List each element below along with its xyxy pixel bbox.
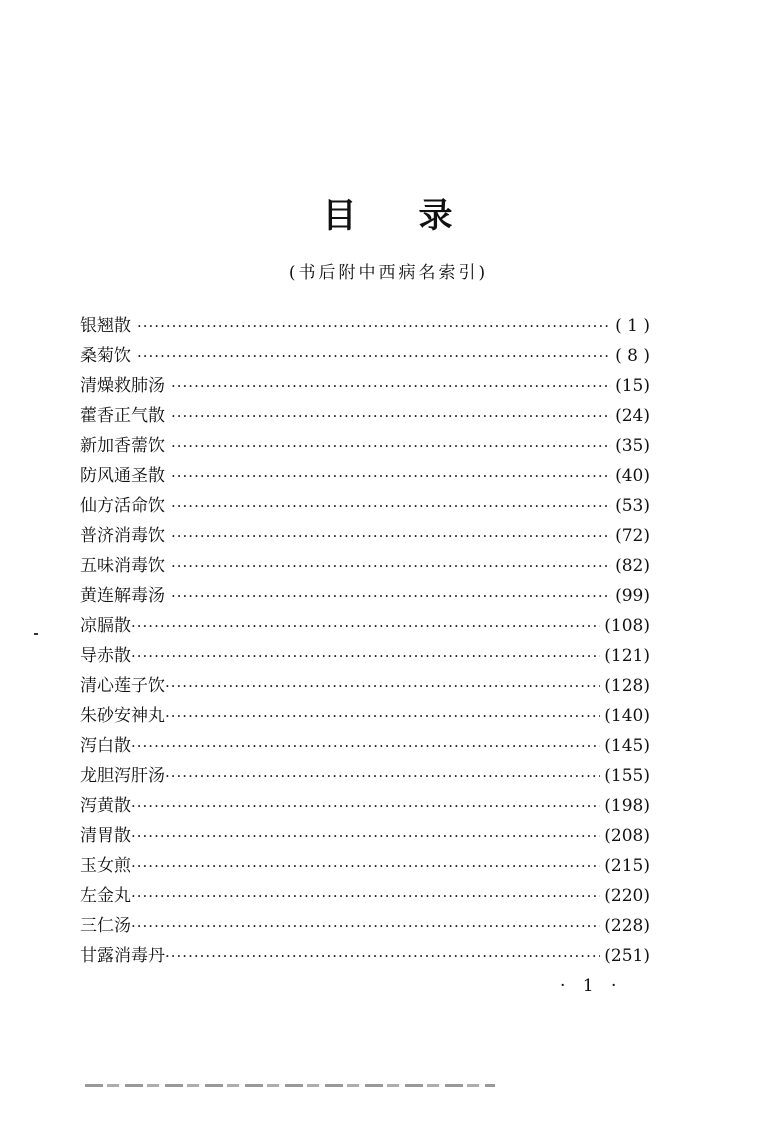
toc-entry-page: (15): [615, 376, 650, 396]
leader-dots: [137, 341, 611, 371]
toc-entry-name: 藿香正气散: [80, 406, 165, 426]
toc-entry[interactable]: [80, 611, 650, 641]
leader-dots: [137, 311, 611, 341]
toc-entry[interactable]: [80, 701, 650, 731]
toc-entry-name: 导赤散: [80, 646, 131, 666]
leader-dots: [131, 911, 600, 941]
leader-dots: [165, 941, 600, 971]
toc-entry-page: ( 1 ): [615, 316, 650, 336]
title-char-left: 目: [322, 196, 359, 236]
leader-dots: [131, 611, 600, 641]
toc-entry-name: 清心莲子饮: [80, 676, 165, 696]
leader-dots: [131, 821, 600, 851]
toc-entry[interactable]: [80, 941, 650, 971]
toc-entry-name: 银翘散: [80, 316, 131, 336]
toc-entry[interactable]: [80, 731, 650, 761]
toc-entry-page: (121): [604, 646, 650, 666]
toc-entry[interactable]: [80, 431, 650, 461]
toc-entry[interactable]: [80, 761, 650, 791]
leader-dots: [171, 491, 611, 521]
toc-entry-page: (155): [604, 766, 650, 786]
toc-entry-page: (145): [604, 736, 650, 756]
leader-dots: [171, 581, 611, 611]
toc-entry-name: 仙方活命饮: [80, 496, 165, 516]
leader-dots: [131, 881, 600, 911]
toc-entry-page: (99): [615, 586, 650, 606]
leader-dots: [165, 701, 600, 731]
toc-entry-page: (198): [604, 796, 650, 816]
toc-entry[interactable]: [80, 791, 650, 821]
toc-entry[interactable]: [80, 551, 650, 581]
toc-entry-name: 清燥救肺汤: [80, 376, 165, 396]
toc-entry[interactable]: [80, 491, 650, 521]
toc-entry[interactable]: [80, 521, 650, 551]
toc-entry-page: (140): [604, 706, 650, 726]
toc-entry-page: (251): [604, 946, 650, 966]
toc-entry[interactable]: [80, 881, 650, 911]
toc-entry-name: 新加香薷饮: [80, 436, 165, 456]
toc-entry-page: (82): [615, 556, 650, 576]
toc-entry-name: 凉膈散: [80, 616, 131, 636]
toc-entry-page: (35): [615, 436, 650, 456]
toc-entry-page: (53): [615, 496, 650, 516]
toc-entry[interactable]: [80, 911, 650, 941]
scan-speck: [34, 633, 38, 635]
toc-entry-page: (40): [615, 466, 650, 486]
toc-entry[interactable]: [80, 851, 650, 881]
toc-entry-name: 普济消毒饮: [80, 526, 165, 546]
toc-entry[interactable]: [80, 641, 650, 671]
toc-entry-name: 防风通圣散: [80, 466, 165, 486]
scan-artifact-line: [85, 1084, 495, 1087]
leader-dots: [171, 551, 611, 581]
toc-entry[interactable]: [80, 461, 650, 491]
subtitle: (书后附中西病名索引): [288, 263, 489, 283]
toc-entry[interactable]: [80, 821, 650, 851]
leader-dots: [131, 791, 600, 821]
toc-entry-name: 玉女煎: [80, 856, 131, 876]
toc-entry-page: (108): [604, 616, 650, 636]
title-char-right: 录: [418, 196, 455, 236]
leader-dots: [171, 371, 611, 401]
toc-entry-name: 左金丸: [80, 886, 131, 906]
toc-entry[interactable]: [80, 671, 650, 701]
toc-entry-page: ( 8 ): [615, 346, 650, 366]
toc-entry-page: (128): [604, 676, 650, 696]
leader-dots: [131, 641, 600, 671]
toc-entry-name: 五味消毒饮: [80, 556, 165, 576]
leader-dots: [171, 461, 611, 491]
toc-entry[interactable]: [80, 371, 650, 401]
toc-entry-name: 泻白散: [80, 736, 131, 756]
leader-dots: [131, 731, 600, 761]
leader-dots: [165, 761, 600, 791]
table-of-contents: [80, 311, 650, 971]
toc-entry[interactable]: [80, 341, 650, 371]
leader-dots: [171, 431, 611, 461]
toc-entry-name: 三仁汤: [80, 916, 131, 936]
toc-entry-page: (215): [604, 856, 650, 876]
page-title: [0, 188, 777, 237]
leader-dots: [165, 671, 600, 701]
leader-dots: [171, 521, 611, 551]
leader-dots: [171, 401, 611, 431]
toc-entry-name: 朱砂安神丸: [80, 706, 165, 726]
leader-dots: [131, 851, 600, 881]
toc-entry[interactable]: [80, 401, 650, 431]
toc-entry-page: (208): [604, 826, 650, 846]
toc-entry-name: 甘露消毒丹: [80, 946, 165, 966]
toc-entry-name: 桑菊饮: [80, 346, 131, 366]
toc-entry-page: (228): [604, 916, 650, 936]
toc-entry-page: (220): [604, 886, 650, 906]
toc-entry-name: 黄连解毒汤: [80, 586, 165, 606]
page-number: · 1 ·: [560, 976, 623, 996]
toc-entry-page: (72): [615, 526, 650, 546]
toc-entry-name: 泻黄散: [80, 796, 131, 816]
toc-entry-name: 龙胆泻肝汤: [80, 766, 165, 786]
toc-entry-page: (24): [615, 406, 650, 426]
toc-entry-name: 清胃散: [80, 826, 131, 846]
toc-entry[interactable]: [80, 581, 650, 611]
toc-entry[interactable]: [80, 311, 650, 341]
